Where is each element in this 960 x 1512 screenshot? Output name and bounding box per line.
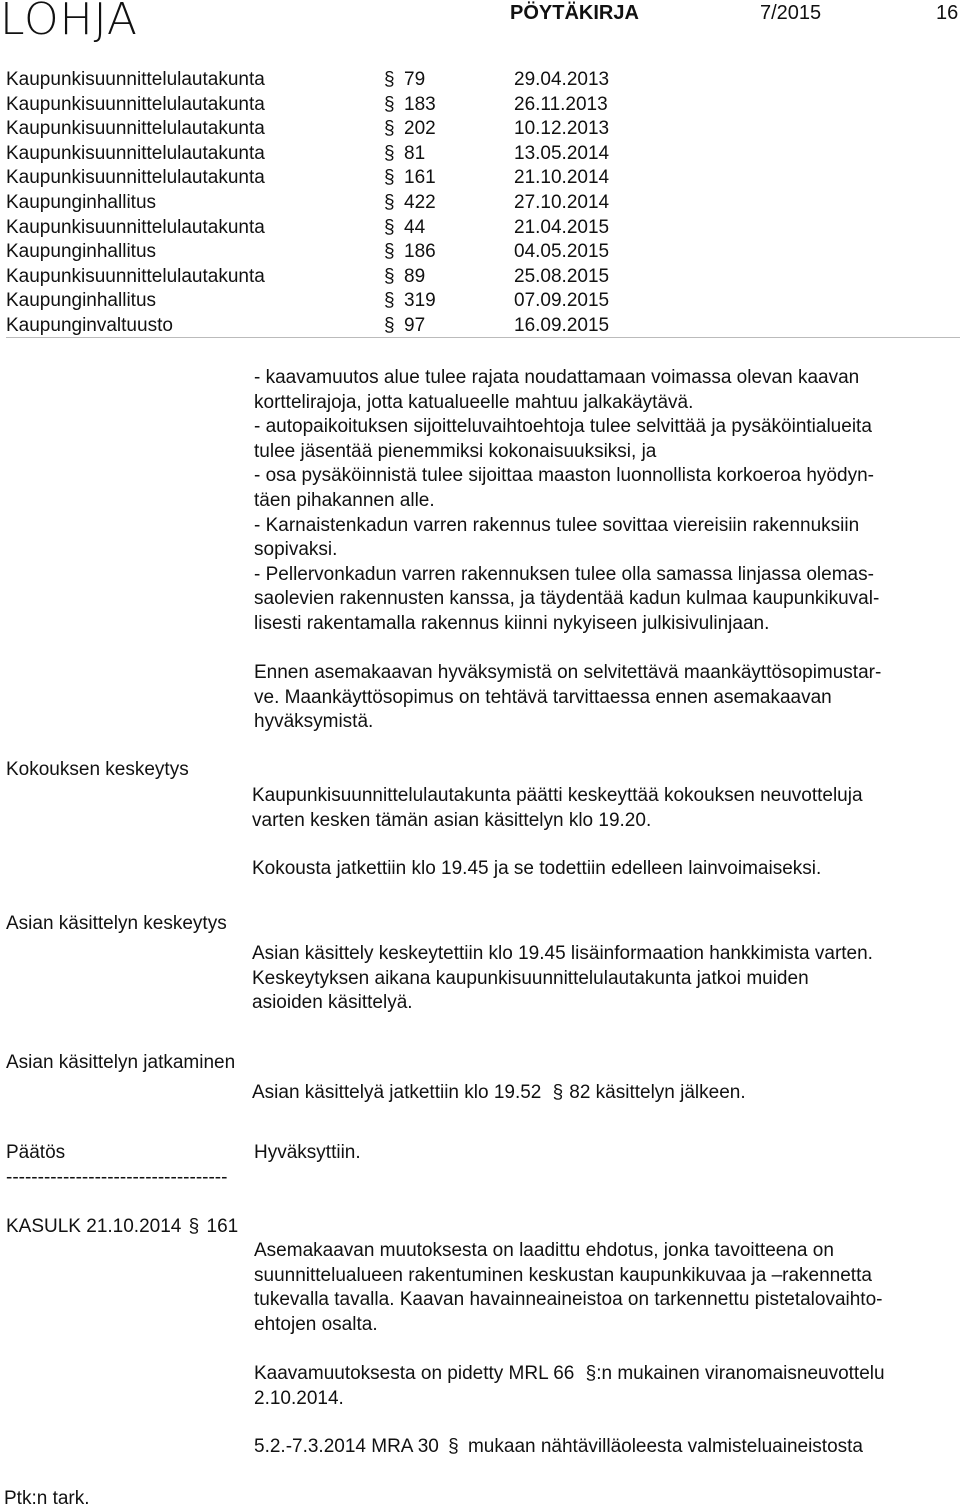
history-row: [6, 289, 956, 314]
history-date: 25.08.2015: [514, 265, 610, 287]
item-pause-label: Asian käsittelyn keskeytys: [6, 913, 227, 934]
history-date: 21.04.2015: [514, 216, 610, 238]
kasulk-line-part: mukaan nähtävilläoleesta valmisteluaineistosta: [467, 1436, 863, 1457]
divider: [6, 337, 960, 338]
history-row: [6, 216, 956, 241]
section-sign: §: [552, 1082, 564, 1103]
history-date: 27.10.2014: [514, 191, 610, 213]
section-sign: §: [384, 241, 395, 263]
condition-line: sopivaksi.: [254, 539, 338, 561]
kasulk-line: Asemakaavan muutoksesta on laadittu ehdotus, jonka tavoitteena on: [254, 1240, 834, 1261]
history-date: 13.05.2014: [514, 142, 610, 164]
agreement-note-line: hyväksymistä.: [254, 711, 374, 733]
history-section-number: 161: [404, 167, 436, 189]
history-section-number: 202: [404, 118, 436, 140]
kasulk-line-part: Kaavamuutoksesta on pidetty MRL 66: [254, 1363, 575, 1384]
history-row: [6, 142, 956, 167]
condition-line: - Karnaistenkadun varren rakennus tulee sovittaa viereisiin rakennuksiin: [254, 514, 860, 536]
item-resume-text-after: 82 käsittelyn jälkeen.: [569, 1082, 746, 1103]
history-body: Kaupunkisuunnittelulautakunta: [6, 142, 265, 164]
history-date: 04.05.2015: [514, 241, 610, 263]
adjournment-label: Kokouksen keskeytys: [6, 759, 189, 780]
decision-label: Päätös: [6, 1142, 66, 1163]
history-section-number: 319: [404, 290, 436, 312]
kasulk-paragraph-2: [254, 1362, 885, 1411]
section-sign: §: [384, 191, 395, 213]
section-sign: §: [188, 1216, 200, 1237]
history-date: 07.09.2015: [514, 290, 610, 312]
kasulk-paragraph-3: [254, 1435, 863, 1460]
kasulk-line: 2.10.2014.: [254, 1387, 344, 1409]
kasulk-reference: [6, 1215, 238, 1240]
logo: LOHJA: [0, 0, 138, 45]
history-section-number: 186: [404, 241, 436, 263]
kasulk-line-part: :n mukainen viranomaisneuvottelu: [596, 1363, 885, 1384]
history-date: 21.10.2014: [514, 167, 610, 189]
history-row: [6, 240, 956, 265]
history-date: 29.04.2013: [514, 69, 610, 90]
history-date: 10.12.2013: [514, 118, 610, 140]
history-section-number: 44: [404, 216, 426, 238]
condition-line: täen pihakannen alle.: [254, 489, 435, 511]
history-section-number: 79: [404, 69, 426, 90]
history-body: Kaupunkisuunnittelulautakunta: [6, 167, 265, 189]
history-section-number: 97: [404, 314, 426, 336]
history-body: Kaupunkisuunnittelulautakunta: [6, 93, 265, 115]
history-row: [6, 68, 956, 93]
history-date: 26.11.2013: [514, 93, 608, 115]
footer-check-label: Ptk:n tark.: [4, 1488, 90, 1509]
item-resume-text: [252, 1081, 746, 1106]
item-pause-text: [252, 942, 873, 1016]
history-body: Kaupunkisuunnittelulautakunta: [6, 69, 265, 90]
item-pause-line: asioiden käsittelyä.: [252, 992, 413, 1014]
section-sign: §: [384, 314, 395, 336]
history-section-number: 422: [404, 191, 436, 213]
kasulk-line: suunnittelualueen rakentuminen keskustan kaupunkikuvaa ja –rakennetta: [254, 1264, 872, 1286]
condition-line: - osa pysäköinnistä tulee sijoittaa maaston luonnollista korkoeroa hyödyn-: [254, 465, 874, 487]
document-type: PÖYTÄKIRJA: [510, 2, 639, 24]
history-row: [6, 191, 956, 216]
kasulk-line: [254, 1362, 885, 1387]
kasulk-line-part: 5.2.-7.3.2014 MRA 30: [254, 1436, 439, 1457]
condition-line: - autopaikoituksen sijoitteluvaihtoehtoja tulee selvittää ja pysäköintialueita: [254, 416, 872, 438]
history-body: Kaupunkisuunnittelulautakunta: [6, 216, 265, 238]
condition-line: saolevien rakennusten kanssa, ja täydentää kadun kulmaa kaupunkikuval-: [254, 588, 880, 610]
section-sign: §: [384, 290, 395, 312]
history-date: 16.09.2015: [514, 314, 610, 336]
decision-text: Hyväksyttiin.: [254, 1142, 361, 1163]
processing-history: [6, 68, 956, 339]
adjournment-line: Kaupunkisuunnittelulautakunta päätti keskeyttää kokouksen neuvotteluja: [252, 785, 863, 806]
history-body: Kaupunginhallitus: [6, 241, 157, 263]
history-row: [6, 265, 956, 290]
section-sign: §: [384, 265, 395, 287]
item-resume-text-before: Asian käsittelyä jatkettiin klo 19.52: [252, 1082, 542, 1103]
history-section-number: 183: [404, 93, 436, 115]
kasulk-line: ehtojen osalta.: [254, 1313, 378, 1335]
condition-line: - kaavamuutos alue tulee rajata noudattamaan voimassa olevan kaavan: [254, 367, 860, 388]
history-body: Kaupunginhallitus: [6, 191, 157, 213]
document-number: 7/2015: [760, 2, 822, 24]
agreement-note-line: ve. Maankäyttösopimus on tehtävä tarvittaessa ennen asemakaavan: [254, 686, 832, 708]
history-row: [6, 93, 956, 118]
kasulk-ref-text: KASULK 21.10.2014: [6, 1216, 182, 1237]
condition-line: tulee jäsentää pienemmiksi kokonaisuuksiksi, ja: [254, 440, 657, 462]
history-section-number: 89: [404, 265, 426, 287]
section-sign: §: [384, 216, 395, 238]
section-sign: §: [384, 118, 395, 140]
history-body: Kaupunginvaltuusto: [6, 314, 173, 336]
history-row: [6, 117, 956, 142]
history-body: Kaupunginhallitus: [6, 290, 157, 312]
adjournment-text: [252, 784, 863, 833]
section-sign: §: [384, 69, 395, 90]
page-number: 16: [936, 2, 959, 24]
agreement-note-line: Ennen asemakaavan hyväksymistä on selvitettävä maankäyttösopimustar-: [254, 662, 882, 683]
history-row: [6, 166, 956, 191]
history-section-number: 81: [404, 142, 426, 164]
item-resume-label: Asian käsittelyn jatkaminen: [6, 1052, 236, 1073]
condition-line: - Pellervonkadun varren rakennuksen tulee olla samassa linjassa olemas-: [254, 563, 874, 585]
condition-line: korttelirajoja, jotta katualueelle mahtuu jalkakäytävä.: [254, 391, 694, 413]
item-pause-line: Keskeytyksen aikana kaupunkisuunnittelulautakunta jatkoi muiden: [252, 967, 809, 989]
conditions-list: [254, 366, 879, 637]
history-row: [6, 314, 956, 339]
kasulk-paragraph-1: [254, 1239, 882, 1337]
section-sign: §: [384, 93, 395, 115]
kasulk-line: tukevalla tavalla. Kaavan havainneaineistoa on tarkennettu pistetalovaihto-: [254, 1289, 883, 1311]
history-body: Kaupunkisuunnittelulautakunta: [6, 118, 265, 140]
item-pause-line: Asian käsittely keskeytettiin klo 19.45 lisäinformaation hankkimista varten.: [252, 943, 873, 964]
section-sign: §: [448, 1436, 459, 1457]
kasulk-ref-number: 161: [206, 1216, 239, 1237]
separator-line: -----------------------------------: [6, 1167, 228, 1188]
section-sign: §: [585, 1363, 597, 1384]
adjournment-line: varten kesken tämän asian käsittelyn klo 19.20.: [252, 809, 652, 831]
history-body: Kaupunkisuunnittelulautakunta: [6, 265, 265, 287]
section-sign: §: [384, 142, 395, 164]
agreement-note: [254, 661, 881, 735]
condition-line: lisesti rakentamalla rakennus kiinni nykyiseen julkisivulinjaan.: [254, 612, 770, 634]
adjournment-resume: Kokousta jatkettiin klo 19.45 ja se todettiin edelleen lainvoimaiseksi.: [252, 858, 822, 879]
section-sign: §: [384, 167, 395, 189]
